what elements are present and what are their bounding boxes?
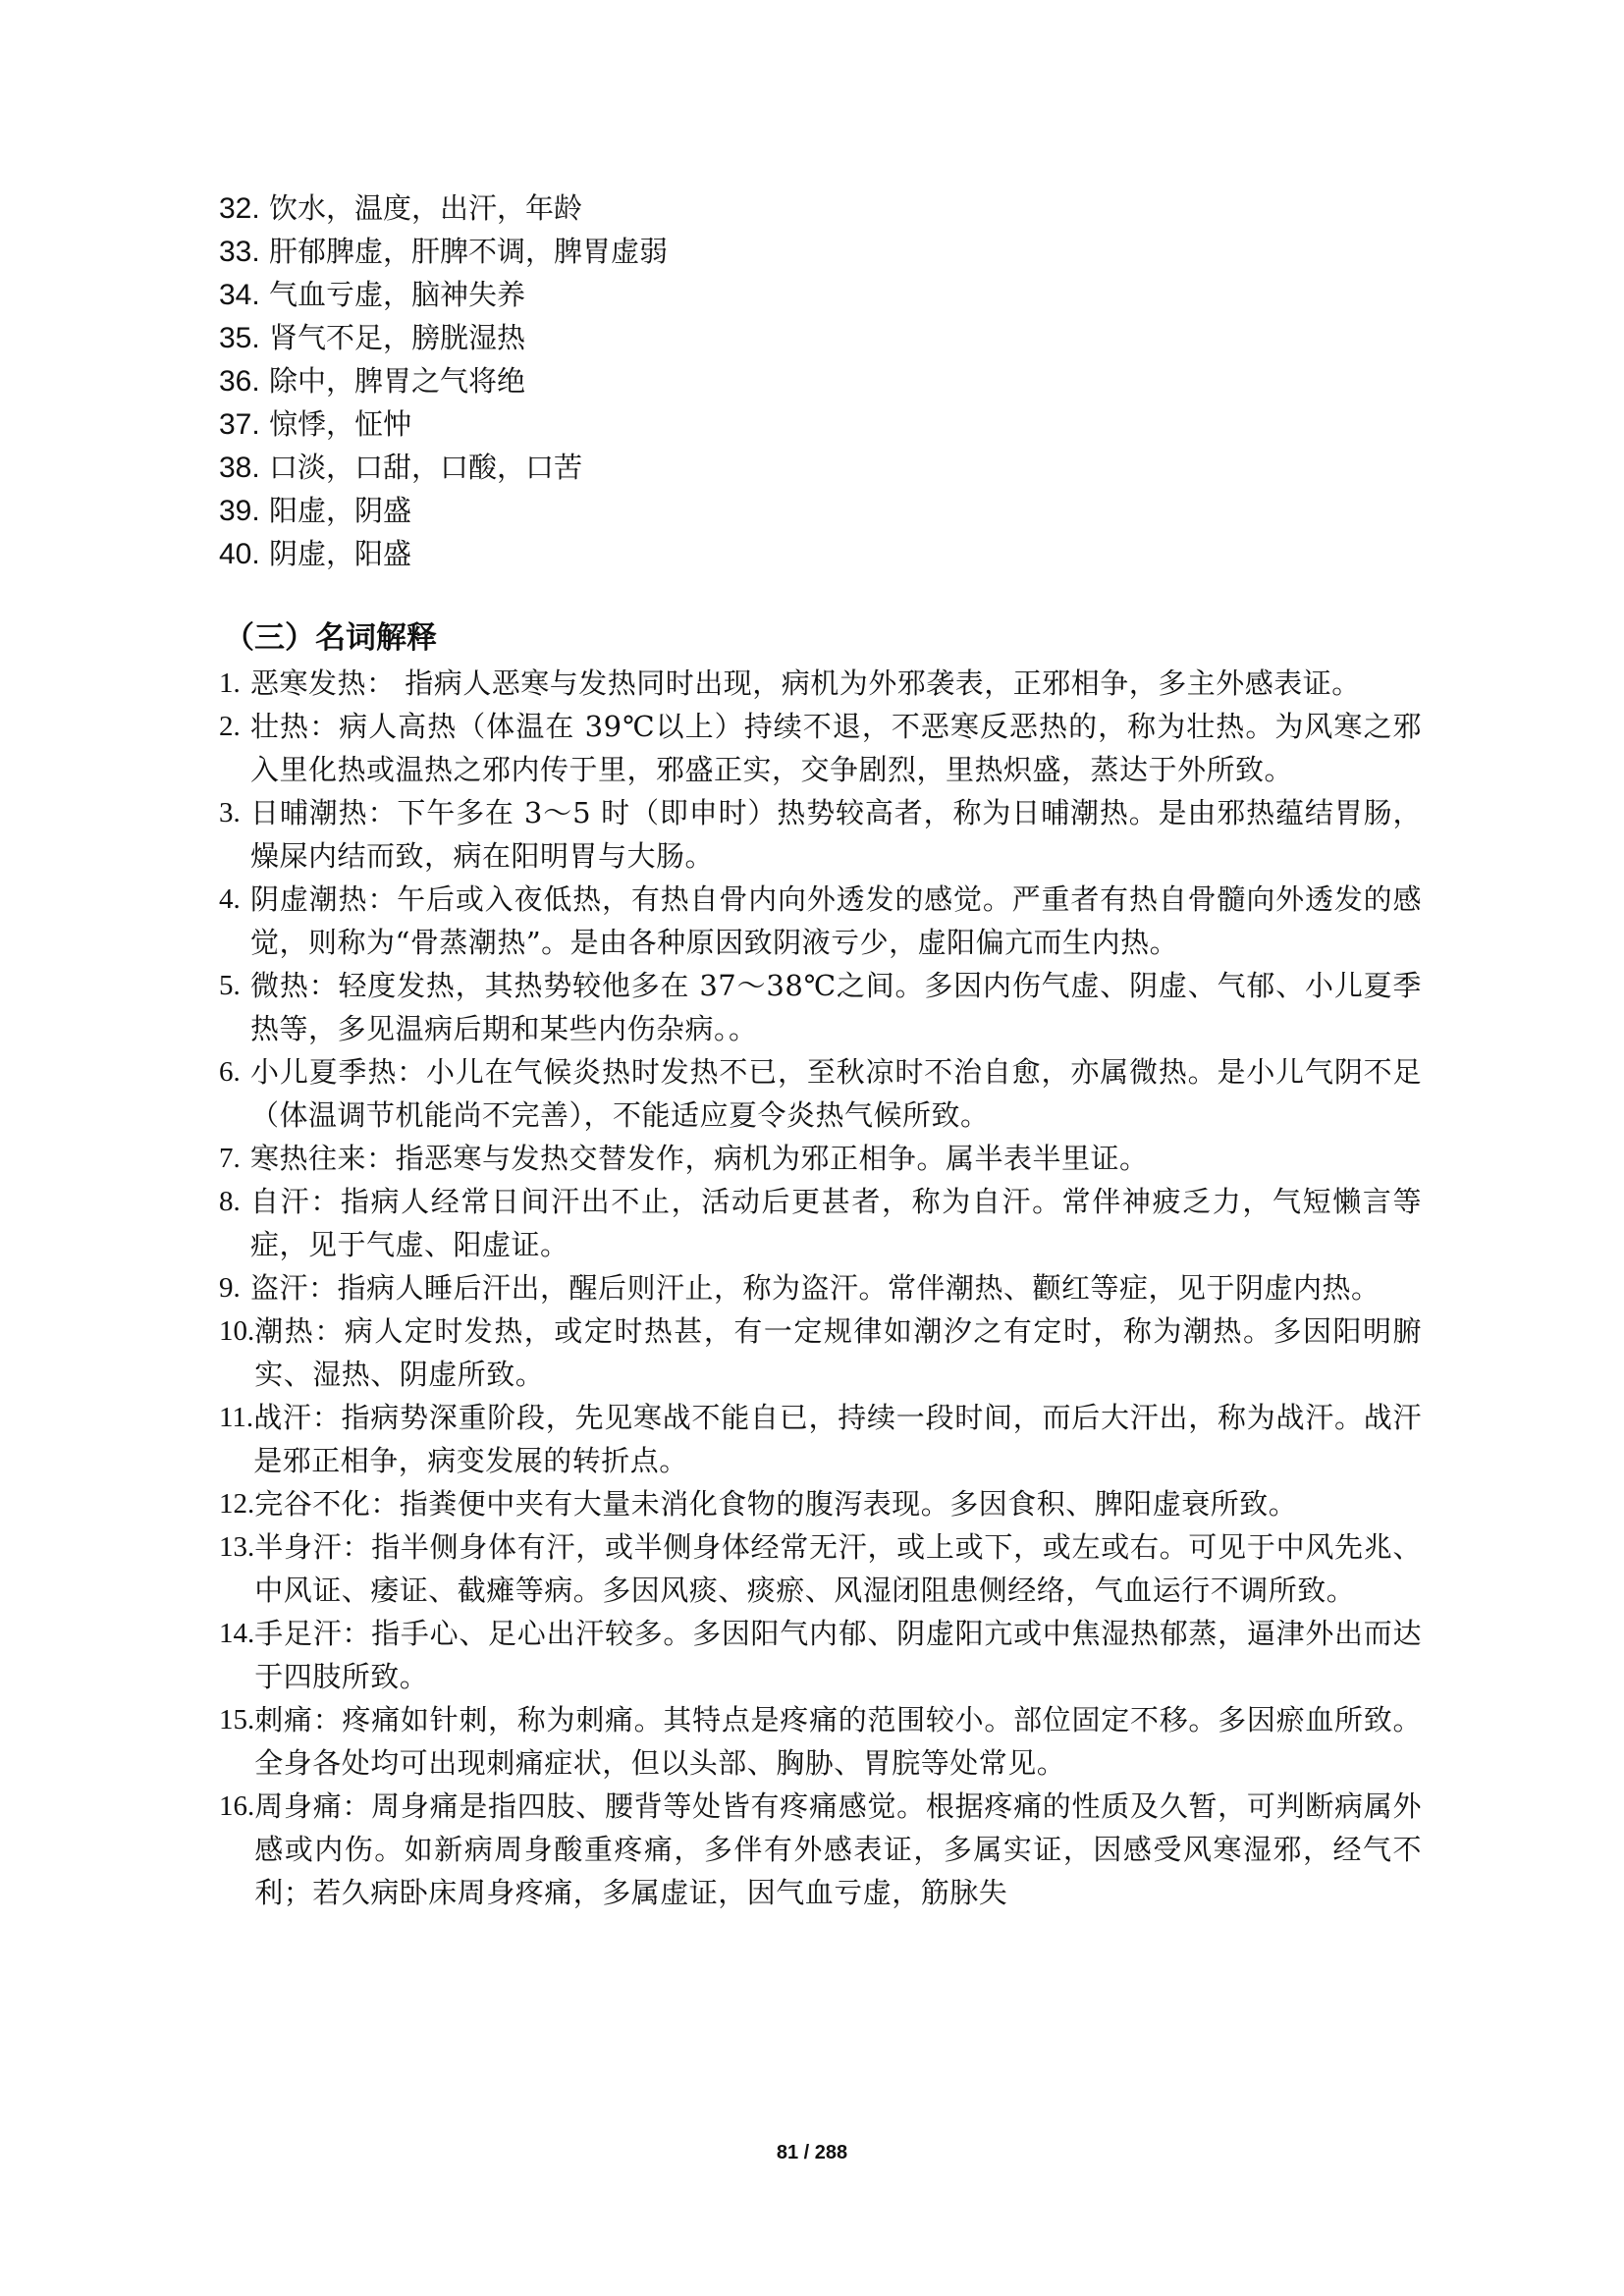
definition-list [219, 662, 1422, 1914]
definition-item [219, 964, 1422, 1050]
definition-item [219, 878, 1422, 964]
definition-number: 12. [219, 1488, 255, 1520]
answer-number: 40. [219, 538, 260, 570]
answer-item [219, 187, 668, 230]
definition-text: 恶寒发热： 指病人恶寒与发热同时出现，病机为外邪袭表，正邪相争，多主外感表证。 [250, 667, 1361, 700]
definition-number: 9. [219, 1272, 241, 1304]
definition-text: 小儿夏季热：小儿在气候炎热时发热不已，至秋凉时不治自愈，亦属微热。是小儿气阴不足（体温调节机能尚不完善），不能适应夏令炎热气候所致。 [250, 1055, 1422, 1132]
definition-number: 7. [219, 1143, 241, 1174]
definition-item [219, 1266, 1422, 1309]
definition-text: 刺痛：疼痛如针刺，称为刺痛。其特点是疼痛的范围较小。部位固定不移。多因瘀血所致。全身各处均可出现刺痛症状，但以头部、胸胁、胃脘等处常见。 [254, 1703, 1422, 1780]
answer-number: 36. [219, 365, 260, 398]
answer-number: 34. [219, 279, 260, 311]
definition-text: 半身汗：指半侧身体有汗，或半侧身体经常无汗，或上或下，或左或右。可见于中风先兆、中风证、痿证、截瘫等病。多因风痰、痰瘀、风湿闭阻患侧经络，气血运行不调所致。 [254, 1530, 1422, 1607]
definition-item [219, 1180, 1422, 1266]
definition-text: 微热：轻度发热，其热势较他多在 37～38℃之间。多因内伤气虚、阴虚、气郁、小儿夏季热等，多见温病后期和某些内伤杂病。。 [250, 969, 1422, 1045]
answer-text: 除中，脾胃之气将绝 [268, 364, 525, 398]
definition-item [219, 1525, 1422, 1612]
answer-text: 阳虚，阴盛 [268, 494, 411, 527]
answer-text: 口淡，口甜，口酸，口苦 [268, 451, 582, 484]
answer-number: 33. [219, 236, 260, 268]
answer-item [219, 489, 668, 532]
definition-text: 完谷不化：指粪便中夹有大量未消化食物的腹泻表现。多因食积、脾阳虚衰所致。 [254, 1487, 1298, 1521]
answer-text: 肝郁脾虚，肝脾不调，脾胃虚弱 [268, 235, 668, 268]
answer-number: 35. [219, 322, 260, 354]
answer-text: 阴虚，阳盛 [268, 537, 411, 570]
definition-number: 6. [219, 1056, 241, 1088]
definition-text: 日晡潮热：下午多在 3～5 时（即申时）热势较高者，称为日晡潮热。是由邪热蕴结胃肠，燥屎内结而致，病在阳明胃与大肠。 [250, 796, 1422, 873]
definition-text: 周身痛：周身痛是指四肢、腰背等处皆有疼痛感觉。根据疼痛的性质及久暂，可判断病属外感或内伤。如新病周身酸重疼痛，多伴有外感表证，多属实证，因感受风寒湿邪，经气不利；若久病卧床周身疼痛，多属虚证，因气血亏虚，筋脉失 [254, 1789, 1422, 1909]
answer-list [219, 187, 668, 575]
definition-item [219, 1698, 1422, 1785]
definition-item [219, 1309, 1422, 1396]
answer-item [219, 402, 668, 446]
answer-item [219, 446, 668, 489]
definition-item [219, 1482, 1422, 1525]
definition-item [219, 1612, 1422, 1698]
answer-text: 饮水，温度，出汗，年龄 [268, 191, 582, 225]
answer-number: 32. [219, 192, 260, 225]
answer-number: 39. [219, 495, 260, 527]
answer-item [219, 273, 668, 316]
answer-item [219, 230, 668, 273]
answer-item [219, 316, 668, 359]
definition-number: 1. [219, 667, 241, 699]
definition-text: 壮热：病人高热（体温在 39℃以上）持续不退，不恶寒反恶热的，称为壮热。为风寒之邪入里化热或温热之邪内传于里，邪盛正实，交争剧烈，里热炽盛，蒸达于外所致。 [250, 710, 1422, 786]
definition-item [219, 705, 1422, 791]
definition-number: 15. [219, 1704, 255, 1735]
definition-text: 潮热：病人定时发热，或定时热甚，有一定规律如潮汐之有定时，称为潮热。多因阳明腑实、湿热、阴虚所致。 [254, 1314, 1422, 1391]
definition-text: 手足汗：指手心、足心出汗较多。多因阳气内郁、阴虚阳亢或中焦湿热郁蒸，逼津外出而达于四肢所致。 [254, 1617, 1422, 1693]
answer-text: 肾气不足，膀胱湿热 [268, 321, 525, 354]
definition-number: 4. [219, 883, 241, 915]
answer-item [219, 359, 668, 402]
definition-item [219, 1050, 1422, 1137]
definition-item [219, 1137, 1422, 1180]
definition-item [219, 1396, 1422, 1482]
definition-number: 16. [219, 1790, 255, 1822]
section-heading: （三）名词解释 [224, 620, 437, 656]
page-number: 81 / 288 [776, 2142, 848, 2163]
definition-number: 8. [219, 1186, 241, 1217]
definition-number: 13. [219, 1531, 255, 1563]
definition-number: 3. [219, 797, 241, 828]
definition-number: 2. [219, 711, 241, 742]
answer-number: 38. [219, 452, 260, 484]
answer-item [219, 532, 668, 575]
definition-text: 寒热往来：指恶寒与发热交替发作，病机为邪正相争。属半表半里证。 [250, 1142, 1149, 1175]
definition-number: 5. [219, 970, 241, 1001]
definition-text: 盗汗：指病人睡后汗出，醒后则汗止，称为盗汗。常伴潮热、颧红等症，见于阴虚内热。 [250, 1271, 1380, 1305]
definition-text: 阴虚潮热：午后或入夜低热，有热自骨内向外透发的感觉。严重者有热自骨髓向外透发的感觉，则称为“骨蒸潮热”。是由各种原因致阴液亏少，虚阳偏亢而生内热。 [250, 882, 1422, 959]
definition-number: 11. [219, 1402, 254, 1433]
definition-item [219, 662, 1422, 705]
definition-text: 战汗：指病势深重阶段，先见寒战不能自已，持续一段时间，而后大汗出，称为战汗。战汗是邪正相争，病变发展的转折点。 [253, 1401, 1422, 1477]
answer-number: 37. [219, 408, 260, 441]
definition-text: 自汗：指病人经常日间汗出不止，活动后更甚者，称为自汗。常伴神疲乏力，气短懒言等症，见于气虚、阳虚证。 [250, 1185, 1422, 1261]
definition-number: 14. [219, 1618, 255, 1649]
definition-number: 10. [219, 1315, 255, 1347]
answer-text: 惊悸，怔忡 [268, 407, 411, 441]
answer-text: 气血亏虚，脑神失养 [268, 278, 525, 311]
definition-item [219, 791, 1422, 878]
definition-item [219, 1785, 1422, 1914]
